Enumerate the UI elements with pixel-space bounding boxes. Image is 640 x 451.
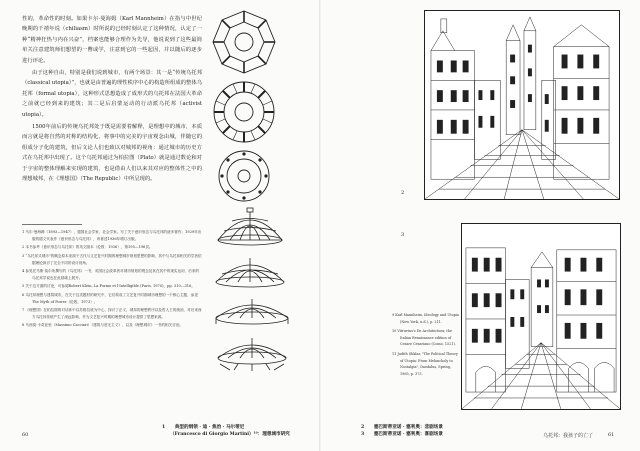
plan-ring xyxy=(210,148,278,204)
caption-number: 1 xyxy=(162,425,166,430)
right-page xyxy=(321,0,640,451)
footnote-rule xyxy=(22,224,82,225)
dome-4 xyxy=(210,332,294,372)
footnote-6: 6 乌托邦理想与建筑城市，在关于这类题材的研究中，它们构成了文艺复兴时期城市理想的一个核心主题，参见 The Myth of Power（伦敦，1973）。 xyxy=(22,292,198,304)
plan-octagon xyxy=(210,8,278,76)
dome-3 xyxy=(210,294,294,328)
paragraph-1: 性的，革命性的时刻。如果卡尔·曼海姆（Karl Mannheim）在指与中世纪晚期的千禧年说（chiliasm）时所说的已经时刻认定了这种情况，认定了一种“精神狂热与内在兴奋”，档案也能够合理作为先导，他说说到了这些最简单关注意建筑师们想望的一瞥或学，注意到它的一些起因，并以随后的逐步进行评论。 xyxy=(22,16,202,64)
running-head: 乌托邦：我孩子的亡了 xyxy=(543,433,594,439)
footnote-2: 2 本书参考《意识形态与乌托邦》的英文版本（伦敦：1936），第195—196页。 xyxy=(22,245,153,250)
caption-2-text: 塞巴斯蒂亚诺 · 塞利奥：悲剧场景 xyxy=(373,425,443,430)
footnote-3: 3 “乌托邦式城市”的概念原本来源于古代与文艺复兴时期的理想城市规划思想的影响，其中与乌托邦相关的学者依据理论探讨了完全不同的设计视角。 xyxy=(22,253,202,265)
folio-right: 61 xyxy=(608,432,615,438)
footnote-4: 4 参见托马斯·莫尔所撰写的《乌托邦》一书，英国社会改革者对城市规划的观念及其在其中的现实运用，后来的乌托邦学说也在此基础上展开。 xyxy=(22,269,200,281)
plan-gear xyxy=(210,78,278,146)
figure-caption-1 xyxy=(162,424,312,438)
paragraph-3: 1500年前后的传统乌托邦处于既是需要着解释，是理想中的城市，本质而言就是将自然的对称的结构化，将事中的完美的宇宙观念由城，伴随它的组成分子化的建筑，但后文论人们也致以对城邦的视角：通过城市的历史方式在乌托邦中出现了。这个乌托邦通过为柏拉图（Plato）就是通过数论和对于宇宙的整体理解来实现的建筑，也是借由人们以来其对应的整体性之中的理想城邦，在《理想国》（The Republic）中所呈现的。 xyxy=(22,124,202,183)
dome-2 xyxy=(210,252,290,290)
left-page xyxy=(0,0,319,451)
comic-scene-engraving xyxy=(461,223,621,410)
temple-plates xyxy=(210,6,310,396)
caption-line-2: （Francesco di Giorgio Martini）¹⁰：理想城市研究 xyxy=(170,432,290,437)
caption-2-number: 2 xyxy=(361,425,365,430)
side-notes xyxy=(392,312,460,380)
footnote-8: 8 马西莫·卡奇亚里（Massimo Cacciari）《建筑与虚无主义》，以及《理想城市》一书的相关讨论。 xyxy=(22,323,184,328)
figure-number-3: 3 xyxy=(401,232,405,238)
caption-3-text: 塞巴斯蒂亚诺 · 塞利奥：喜剧场景 xyxy=(373,432,443,437)
caption-3-number: 3 xyxy=(361,432,365,437)
footnote-1: 1 马尔·曼海姆（1893—1947），德国社会学家，社会学家。写了关于意识形态与乌托邦的诸多著作；1929年出版的德文代表作《意识形态与乌托邦》，该著述1936年增订出版。 xyxy=(22,230,202,242)
dome-1 xyxy=(210,206,290,248)
footnote-5: 5 关于这方面的讨论，可参阅Robert Klein, La Forme et l'Intelligible (Paris, 1970)，pp. 310—316。 xyxy=(22,284,195,289)
folio-left: 60 xyxy=(22,432,29,438)
side-note-9: 9 Karl Mannheim, Ideology and Utopia (New York, n.d.), p. 211. xyxy=(392,313,459,324)
footnote-7: 7 《理想国》在柏拉图的对话体中以苏格拉底为中心，探讨了正义、城邦的理想秩序以及哲人王的统治，对后来西方乌托邦传统产生了深远影响，并为文艺复兴时期的理想城市设计提供了思想来源。 xyxy=(22,308,202,320)
figure-number-2: 2 xyxy=(401,190,405,196)
footnotes xyxy=(22,224,202,331)
side-note-10: 10 Vitruvius's De Architectura; the Italian Renaissance edition of Cesare Cesariano (Como, 1521). xyxy=(392,329,456,347)
paragraph-2: 由于这种自由，特别是我们说到城市，有两个场景：其一是“传统乌托邦（classical utopia）”，也就是由普遍的理性秩序中心的构造所组成的整体乌托邦（formal utopia），这种形式思想造成了成形式的乌托邦在法国大革命之前就已经到来的建筑；其二是后启蒙运动的行动派乌托邦（activist utopia）。 xyxy=(22,70,202,118)
figure-captions-right xyxy=(361,424,511,438)
tragic-scene-engraving xyxy=(424,10,620,200)
side-note-11: 11 Judith Shklar, "The Political Theory of Utopia: From Melancholy to Nostalgia", Daedalus, Spring, 1965, p. 373. xyxy=(392,351,458,376)
body-text xyxy=(22,14,202,187)
caption-line-1: 典型的纲领 · 迪 · 焦治 · 马尔蒂尼 xyxy=(174,425,245,430)
